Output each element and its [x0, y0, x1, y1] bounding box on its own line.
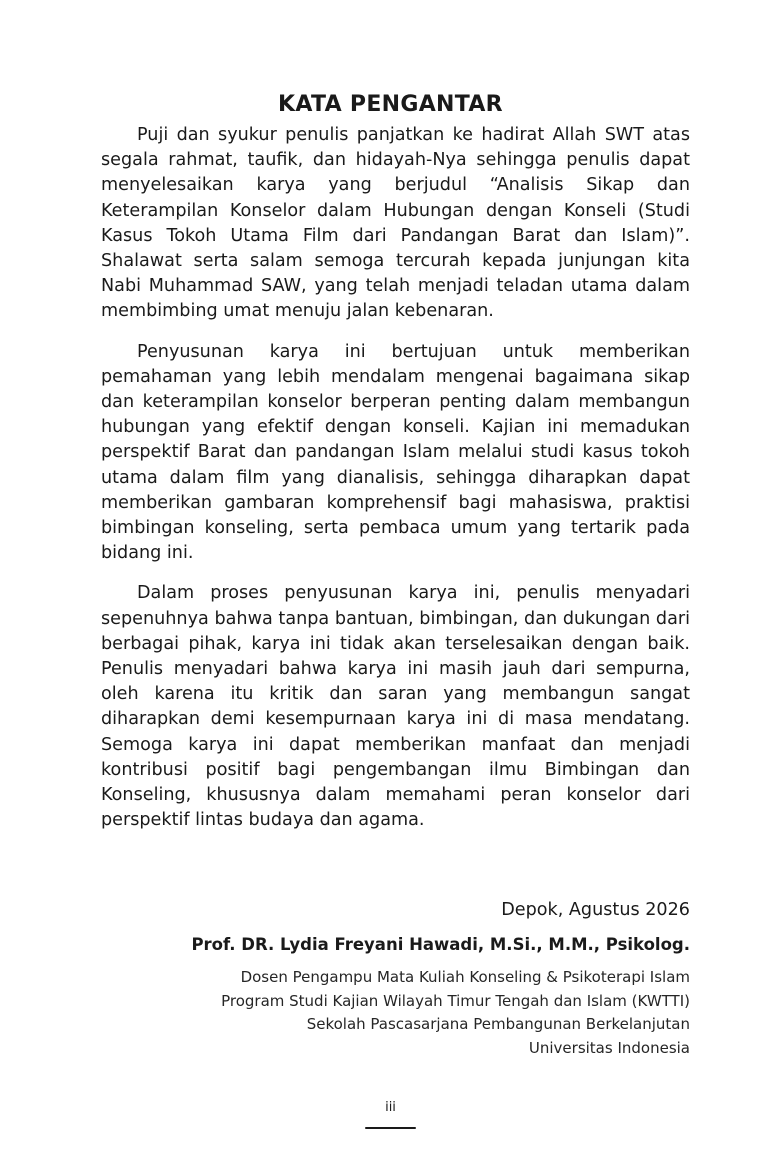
paragraph: Puji dan syukur penulis panjatkan ke hadirat Allah SWT atas segala rahmat, taufik, dan hidayah-Nya sehingga penulis dapat menyelesaikan karya yang berjudul “Analisis Sikap dan Keterampilan Konselor dalam Hubungan dengan Konseli (Studi Kasus Tokoh Utama Film dari Pandangan Barat dan Islam)”. Shalawat serta salam semoga tercurah kepada junjungan kita Nabi Muhammad SAW, yang telah menjadi teladan utama dalam membimbing umat menuju jalan kebenaran.: [101, 125, 690, 322]
affiliation-line: Dosen Pengampu Mata Kuliah Konseling & Psikoterapi Islam: [240, 968, 690, 986]
body-text: [101, 123, 690, 848]
paragraph: Dalam proses penyusunan karya ini, penulis menyadari sepenuhnya bahwa tanpa bantuan, bimbingan, dan dukungan dari berbagai pihak, karya ini tidak akan terselesaikan dengan baik. Penulis menyadari bahwa karya ini masih jauh dari sempurna, oleh karena itu kritik dan saran yang membangun sangat diharapkan demi kesempurnaan karya ini di masa mendatang. Semoga karya ini dapat memberikan manfaat dan menjadi kontribusi positif bagi pengembangan ilmu Bimbingan dan Konseling, khususnya dalam memahami peran konselor dari perspektif lintas budaya dan agama.: [101, 583, 690, 831]
signature-place-date: Depok, Agustus 2026: [501, 900, 690, 920]
affiliation-line: Program Studi Kajian Wilayah Timur Tengah dan Islam (KWTTI): [221, 991, 690, 1010]
signature-affiliation: [221, 966, 690, 1060]
page-title: KATA PENGANTAR: [278, 92, 503, 117]
page-number: iii: [385, 1100, 396, 1115]
page-number-rule: [365, 1127, 416, 1129]
paragraph: Penyusunan karya ini bertujuan untuk memberikan pemahaman yang lebih mendalam mengenai bagaimana sikap dan keterampilan konselor berperan penting dalam membangun hubungan yang efektif dengan konseli. Kajian ini memadukan perspektif Barat dan pandangan Islam melalui studi kasus tokoh utama dalam film yang dianalisis, sehingga diharapkan dapat memberikan gambaran komprehensif bagi mahasiswa, praktisi bimbingan konseling, serta pembaca umum yang tertarik pada bidang ini.: [101, 341, 690, 564]
affiliation-line: Sekolah Pascasarjana Pembangunan Berkelanjutan: [306, 1015, 690, 1033]
signature-name: Prof. DR. Lydia Freyani Hawadi, M.Si., M.M., Psikolog.: [191, 935, 690, 954]
affiliation-line: Universitas Indonesia: [528, 1038, 690, 1057]
